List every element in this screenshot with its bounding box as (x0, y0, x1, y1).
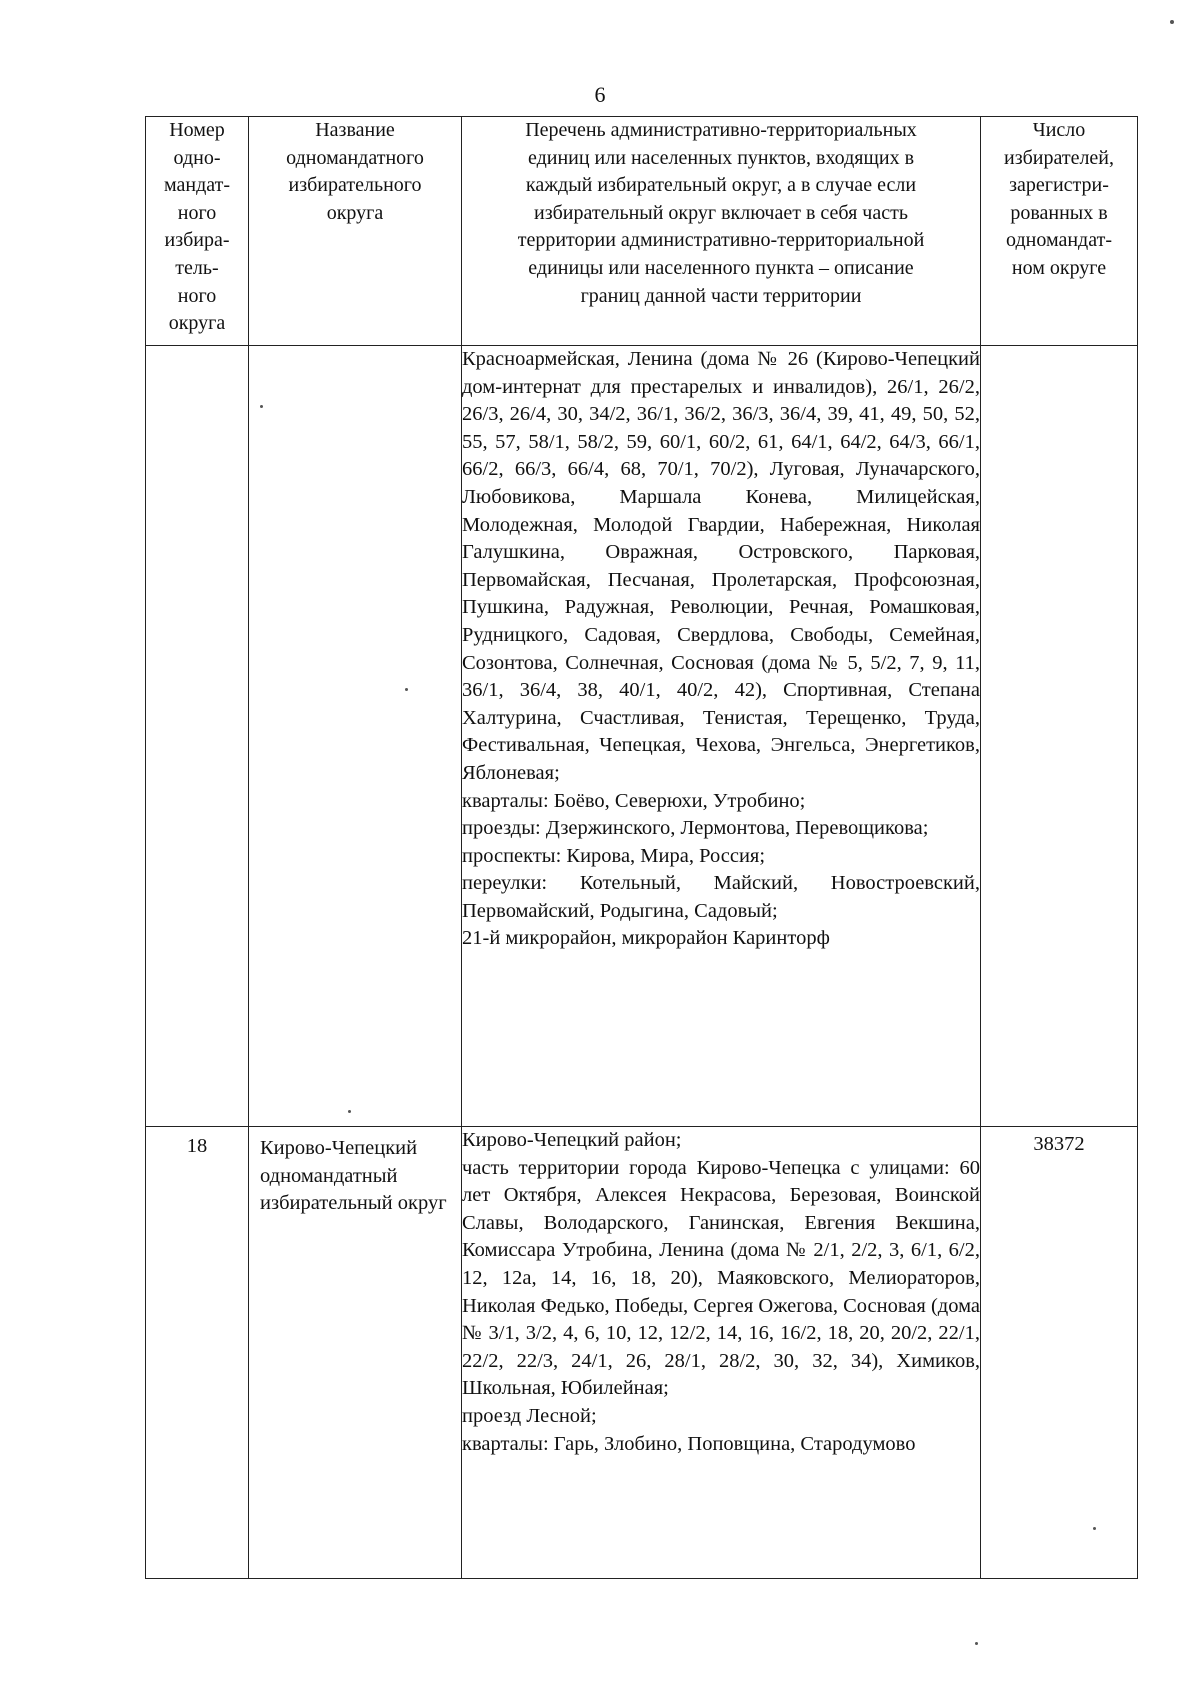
district-name: Кирово-Чепецкий одномандатный избирательный округ (249, 1127, 462, 1579)
header-line: Номер (169, 119, 225, 141)
header-line: тель- (175, 256, 219, 279)
header-voter-count (981, 117, 1138, 346)
territory-paragraph: проспекты: Кирова, Мира, Россия; (462, 844, 766, 867)
territory-description (462, 346, 981, 1127)
header-line: избирательного (288, 174, 422, 197)
scan-speck (348, 1110, 351, 1113)
header-line: ного (177, 284, 217, 307)
header-line: избира- (164, 229, 230, 252)
header-line: границ данной части территории (580, 284, 862, 307)
header-line: округа (326, 201, 384, 224)
districts-table (145, 116, 1138, 1579)
header-line: одно- (173, 146, 221, 169)
territory-paragraph: Красноармейская, Ленина (дома № 26 (Кирово-Чепецкий дом-интернат для престарелых и инвалидов), 26/1, 26/2, 26/3, 26/4, 30, 34/2, 36/1, 36/2, 36/3, 36/4, 39, 41, 49, 50, 52, 55, 57, 58/1, 58/2, 59, 60/1, 60/2, 61, 64/1, 64/2, 64/3, 66/1, 66/2, 66/3, 66/4, 68, 70/1, 70/2), Луговая, Луначарского, Любовикова, Маршала Конева, Милицейская, Молодежная, Молодой Гвардии, Набережная, Николая Галушкина, Овражная, Островского, Парковая, Первомайская, Песчаная, Пролетарская, Профсоюзная, Пушкина, Радужная, Революции, Речная, Ромашковая, Рудницкого, Садовая, Свердлова, Свободы, Семейная, Созонтова, Солнечная, Сосновая (дома № 5, 5/2, 7, 9, 11, 36/1, 36/4, 38, 40/1, 40/2, 42), Спортивная, Степана Халтурина, Счастливая, Тенистая, Терещенко, Труда, Фестивальная, Чепецкая, Чехова, Энгельса, Энергетиков, Яблоневая; (462, 348, 980, 784)
header-district-name (249, 117, 462, 346)
territory-paragraph: 21-й микрорайон, микрорайон Каринторф (462, 927, 830, 950)
header-line: рованных в (1010, 201, 1108, 224)
header-line: ном округе (1011, 256, 1107, 279)
header-district-number (146, 117, 249, 346)
header-line: Перечень административно-территориальных (525, 119, 917, 141)
header-line: единиц или населенных пунктов, входящих в (527, 146, 915, 169)
voter-count: 38372 (981, 1127, 1138, 1579)
scan-speck (260, 405, 263, 408)
header-line: Название (315, 119, 395, 141)
territory-paragraph: кварталы: Боёво, Северюхи, Утробино; (462, 789, 806, 812)
territory-description (462, 1127, 981, 1579)
header-line: зарегистри- (1009, 174, 1109, 197)
scan-speck (405, 688, 408, 691)
scan-speck (1093, 1527, 1096, 1530)
header-territory-list (462, 117, 981, 346)
header-line: избирателей, (1003, 146, 1115, 169)
table-row (146, 1127, 1138, 1579)
header-line: каждый избирательный округ, а в случае если (525, 174, 917, 197)
header-line: одномандат- (1006, 229, 1112, 252)
territory-paragraph: Кирово-Чепецкий район; (462, 1129, 682, 1151)
scan-speck (1170, 20, 1174, 24)
territory-paragraph: переулки: Котельный, Майский, Новостроевский, Первомайский, Родыгина, Садовый; (462, 872, 980, 922)
header-line: единицы или населенного пункта – описание (528, 256, 914, 279)
header-line: округа (168, 312, 226, 335)
header-line: мандат- (163, 174, 231, 197)
district-name (249, 346, 462, 1127)
scan-speck (975, 1642, 978, 1645)
district-number (146, 346, 249, 1127)
header-line: Число (1032, 119, 1086, 141)
voter-count (981, 346, 1138, 1127)
table-row (146, 346, 1138, 1127)
territory-paragraph: проезд Лесной; (462, 1404, 597, 1427)
territory-paragraph: кварталы: Гарь, Злобино, Поповщина, Стародумово (462, 1432, 916, 1455)
header-line: избирательный округ включает в себя часть (534, 201, 908, 224)
territory-paragraph: проезды: Дзержинского, Лермонтова, Перевощикова; (462, 817, 929, 840)
table-header-row (146, 117, 1138, 346)
header-line: ного (177, 201, 217, 224)
district-number: 18 (146, 1127, 249, 1579)
territory-paragraph: часть территории города Кирово-Чепецка с улицами: 60 лет Октября, Алексея Некрасова, Березовая, Воинской Славы, Володарского, Ганинская, Евгения Векшина, Комиссара Утробина, Ленина (дома № 2/1, 2/2, 3, 6/1, 6/2, 12, 12а, 14, 16, 18, 20), Маяковского, Мелиораторов, Николая Федько, Победы, Сергея Ожегова, Сосновая (дома № 3/1, 3/2, 4, 6, 10, 12, 12/2, 14, 16, 16/2, 18, 20, 20/2, 22/1, 22/2, 22/3, 24/1, 26, 28/1, 28/2, 30, 32, 34), Химиков, Школьная, Юбилейная; (462, 1156, 980, 1400)
header-line: территории административно-территориальной (517, 229, 925, 252)
header-line: одномандатного (286, 146, 424, 169)
page-number: 6 (594, 82, 606, 107)
